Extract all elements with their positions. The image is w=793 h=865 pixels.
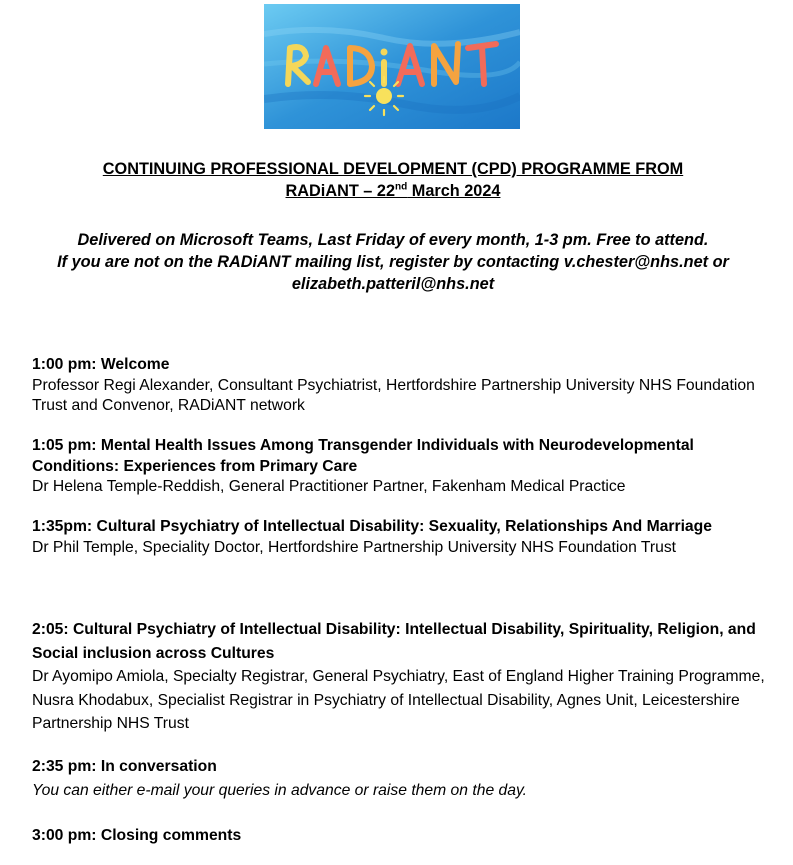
- session-title: 2:05: Cultural Psychiatry of Intellectual Disability: Intellectual Disability, Spirituality, Religion, and Social inclusion across Cultures: [32, 621, 756, 662]
- session-speakers: Dr Helena Temple-Reddish, General Practitioner Partner, Fakenham Medical Practice: [32, 478, 626, 495]
- heading-date-month: March 2024: [407, 182, 501, 200]
- session-in-conversation: [32, 757, 772, 801]
- registration-info-line: If you are not on the RADiANT mailing list, register by contacting v.chester@nhs.net or elizabeth.patteril@nhs.net: [57, 253, 729, 293]
- delivery-info: [40, 229, 746, 295]
- delivery-info-line: Delivered on Microsoft Teams, Last Friday of every month, 1-3 pm. Free to attend.: [77, 231, 709, 249]
- heading-date-prefix: RADiANT – 22: [285, 182, 396, 200]
- programme-heading: [0, 158, 786, 202]
- heading-date-suffix: nd: [395, 181, 408, 193]
- sun-icon: [365, 77, 403, 115]
- session-speakers: Dr Phil Temple, Speciality Doctor, Hertfordshire Partnership University NHS Foundation Trust: [32, 538, 677, 556]
- session-title: 1:35pm: Cultural Psychiatry of Intellectual Disability: Sexuality, Relationships And Marriage: [32, 518, 712, 535]
- session-cultural-psychiatry-sexuality: [32, 517, 772, 558]
- session-speakers: Professor Regi Alexander, Consultant Psychiatrist, Hertfordshire Partnership University NHS Foundation Trust and Convenor, RADiANT network: [32, 376, 755, 414]
- session-title: 1:00 pm: Welcome: [32, 356, 170, 373]
- session-cultural-psychiatry-spirituality: [32, 618, 772, 736]
- programme-heading-line1: CONTINUING PROFESSIONAL DEVELOPMENT (CPD) PROGRAMME FROM: [102, 160, 684, 178]
- session-closing-comments: [32, 826, 772, 847]
- programme-heading-line2: [0, 180, 786, 202]
- radiant-logo-artwork: [264, 4, 520, 129]
- session-speakers: Dr Ayomipo Amiola, Specialty Registrar, General Psychiatry, East of England Higher Training Programme, Nusra Khodabux, Specialist Registrar in Psychiatry of Intellectual Disability, Agnes Unit, Leicestershire Partnership NHS Trust: [32, 668, 765, 732]
- session-transgender-mental-health: [32, 436, 772, 498]
- session-title: 3:00 pm: Closing comments: [32, 827, 242, 844]
- session-note: You can either e-mail your queries in advance or raise them on the day.: [32, 781, 528, 799]
- session-title: 2:35 pm: In conversation: [32, 758, 217, 775]
- session-title: 1:05 pm: Mental Health Issues Among Transgender Individuals with Neurodevelopmental Conditions: Experiences from Primary Care: [32, 437, 694, 475]
- session-welcome: [32, 355, 772, 417]
- radiant-logo: [264, 4, 520, 129]
